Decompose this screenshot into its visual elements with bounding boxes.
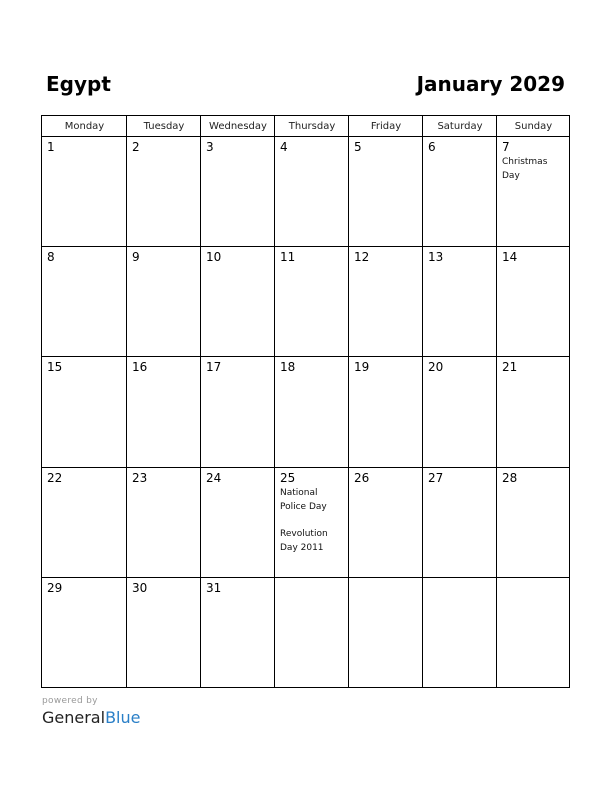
day-cell[interactable] (423, 578, 497, 688)
day-number: 3 (206, 140, 214, 154)
day-number: 31 (206, 581, 222, 595)
day-number: 9 (132, 250, 140, 264)
day-cell[interactable] (497, 357, 570, 468)
day-cell[interactable] (127, 357, 201, 468)
powered-by-text: powered by (42, 696, 98, 706)
weekday-header-monday: Monday (64, 121, 105, 132)
day-number: 15 (47, 360, 63, 374)
day-number: 6 (428, 140, 436, 154)
day-cell[interactable] (127, 137, 201, 247)
day-number: 30 (132, 581, 148, 595)
day-number: 16 (132, 360, 148, 374)
weekday-header-wednesday: Wednesday (209, 121, 267, 132)
day-number: 14 (502, 250, 518, 264)
day-cell[interactable] (42, 578, 127, 688)
weekday-header-sunday: Sunday (514, 121, 553, 132)
day-cell[interactable] (127, 468, 201, 578)
day-cell[interactable] (423, 468, 497, 578)
day-cell[interactable] (201, 137, 275, 247)
day-cell[interactable] (42, 357, 127, 468)
holiday-label: Revolution Day 2011 (280, 529, 328, 553)
day-cell[interactable] (349, 247, 423, 357)
day-number: 24 (206, 471, 222, 485)
footer-branding (42, 696, 140, 728)
day-number: 8 (47, 250, 55, 264)
day-cell[interactable] (497, 137, 570, 247)
day-number: 29 (47, 581, 63, 595)
day-number: 13 (428, 250, 444, 264)
generalblue-logo[interactable] (42, 708, 140, 728)
day-cell[interactable] (127, 247, 201, 357)
country-title: Egypt (46, 72, 111, 96)
day-cell[interactable] (42, 247, 127, 357)
day-number: 21 (502, 360, 518, 374)
brand-blue-text: Blue (105, 708, 141, 727)
day-cell[interactable] (423, 137, 497, 247)
day-cell[interactable] (349, 578, 423, 688)
day-cell[interactable] (201, 247, 275, 357)
weekday-header-saturday: Saturday (437, 121, 483, 132)
day-number: 20 (428, 360, 444, 374)
day-cell[interactable] (349, 468, 423, 578)
day-cell[interactable] (275, 357, 349, 468)
day-number: 23 (132, 471, 148, 485)
day-cell[interactable] (497, 247, 570, 357)
month-title: January 2029 (416, 72, 565, 96)
day-number: 18 (280, 360, 296, 374)
day-number: 17 (206, 360, 222, 374)
day-number: 22 (47, 471, 63, 485)
day-number: 4 (280, 140, 288, 154)
day-cell[interactable] (275, 468, 349, 578)
day-cell[interactable] (497, 468, 570, 578)
day-number: 1 (47, 140, 55, 154)
weekday-header-tuesday: Tuesday (143, 121, 185, 132)
day-number: 7 (502, 140, 510, 154)
day-cell[interactable] (201, 357, 275, 468)
day-cell[interactable] (349, 357, 423, 468)
day-number: 26 (354, 471, 370, 485)
day-number: 27 (428, 471, 444, 485)
day-cell[interactable] (201, 468, 275, 578)
day-cell[interactable] (275, 578, 349, 688)
holiday-label: Christmas Day (502, 157, 548, 181)
day-cell[interactable] (497, 578, 570, 688)
day-number: 28 (502, 471, 518, 485)
day-cell[interactable] (275, 247, 349, 357)
day-number: 2 (132, 140, 140, 154)
weekday-header-friday: Friday (370, 121, 402, 132)
day-cell[interactable] (127, 578, 201, 688)
day-cell[interactable] (423, 357, 497, 468)
day-number: 5 (354, 140, 362, 154)
day-cell[interactable] (349, 137, 423, 247)
day-cell[interactable] (201, 578, 275, 688)
day-number: 19 (354, 360, 370, 374)
day-number: 12 (354, 250, 370, 264)
weekday-header-thursday: Thursday (288, 121, 336, 132)
day-number: 11 (280, 250, 296, 264)
day-number: 25 (280, 471, 296, 485)
holiday-label: National Police Day (280, 488, 327, 512)
day-cell[interactable] (423, 247, 497, 357)
day-cell[interactable] (275, 137, 349, 247)
day-number: 10 (206, 250, 222, 264)
brand-general-text: General (42, 708, 106, 727)
day-cell[interactable] (42, 137, 127, 247)
calendar-grid (41, 115, 570, 688)
day-cell[interactable] (42, 468, 127, 578)
